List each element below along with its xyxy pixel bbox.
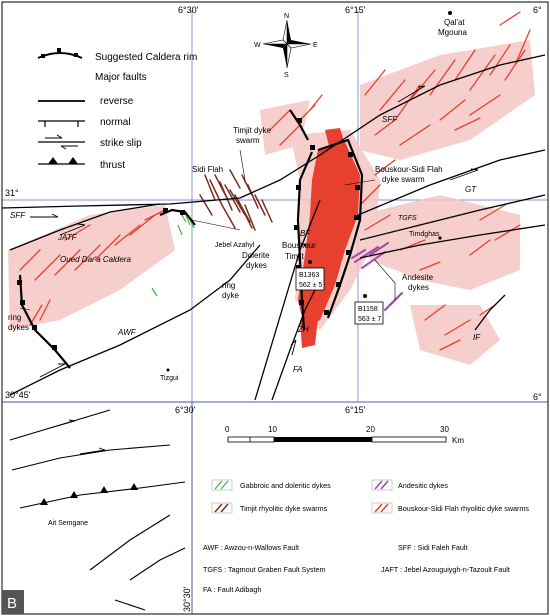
sample-point-b1158 xyxy=(363,294,367,298)
label-andesite-1: Andesite xyxy=(402,273,434,282)
dyke-legend-andesitic: Andesitic dykes xyxy=(398,481,448,490)
west-label: W xyxy=(254,42,261,49)
label-jebel-azahyl: Jebel Azahyl xyxy=(215,242,255,249)
label-sidi-flah: Sidi Flah xyxy=(192,165,224,174)
coord-mid-6: 6° xyxy=(533,392,542,402)
label-timdghas: Timdghas xyxy=(409,231,440,238)
fault-key-sff: SFF : Sidi Faleh Fault xyxy=(398,543,468,552)
label-fault-if: IF xyxy=(473,333,481,342)
north-label: N xyxy=(284,13,290,20)
label-ring-dyke-1: ring xyxy=(222,281,236,290)
scale-tick-20: 20 xyxy=(366,425,375,434)
legend-caldera-rim: Suggested Caldera rim xyxy=(95,52,198,63)
label-qalat: Qal'at xyxy=(444,18,465,27)
label-fault-jatf: JATF xyxy=(58,233,77,242)
label-bouskour-swarm-2: dyke swarm xyxy=(382,175,425,184)
label-fault-awf: AWF xyxy=(118,328,136,337)
coord-left-3045: 30°45' xyxy=(5,390,31,400)
dyke-legend-gabbro: Gabbroic and doleritic dykes xyxy=(240,481,331,490)
label-ring-dykes-1: ring xyxy=(8,313,22,322)
coord-top-615: 6°15' xyxy=(345,5,366,15)
fault-key-jaft: JAFT : Jebel Azouguiygh-n-Tazoult Fault xyxy=(381,565,510,574)
scale-unit: Km xyxy=(452,436,464,445)
coord-mid-615: 6°15' xyxy=(345,405,366,415)
label-fault-bf: BF xyxy=(300,229,311,238)
label-ring-dyke-2: dyke xyxy=(222,291,239,300)
label-oued-dara-caldera: Oued Dar'a Caldera xyxy=(60,255,131,264)
label-fault-fa: FA xyxy=(293,365,303,374)
label-tizgui: Tizgui xyxy=(160,375,179,382)
coord-bottom-3030: 30°30' xyxy=(182,586,192,612)
fault-key-fa: FA : Fault Adibagh xyxy=(203,585,262,594)
label-fault-sff-left: SFF xyxy=(10,211,26,220)
south-label: S xyxy=(284,72,289,79)
label-fault-gt: GT xyxy=(465,185,477,194)
scale-tick-30: 30 xyxy=(440,425,449,434)
label-fault-zh: ZH xyxy=(298,325,309,334)
label-mgouna: Mgouna xyxy=(438,28,467,37)
label-fault-tgfs: TGFS xyxy=(398,215,417,222)
east-label: E xyxy=(313,42,318,49)
dyke-legend-timjit: Timjit rhyolitic dyke swarms xyxy=(240,504,328,513)
label-bouskour-swarm-1: Bouskour-Sidi Flah xyxy=(375,165,443,174)
label-ring-dykes-2: dykes xyxy=(8,323,29,332)
sample-point-b1363 xyxy=(308,260,312,264)
fault-key-tgfs: TGFS : Tagmout Graben Fault System xyxy=(203,565,326,574)
scale-tick-10: 10 xyxy=(268,425,277,434)
label-fault-sff-top: SFF xyxy=(382,115,398,124)
sample-b1158-age: 563 ± 7 xyxy=(358,316,382,323)
sample-b1363-id: B1363 xyxy=(299,272,320,279)
coord-top-6: 6° xyxy=(533,5,542,15)
label-bouskour: Bouskour xyxy=(282,241,316,250)
panel-label: B xyxy=(7,595,18,612)
label-dolerite-1: Dolerite xyxy=(242,251,270,260)
legend-thrust: thrust xyxy=(100,160,126,171)
sample-b1158-id: B1158 xyxy=(358,306,378,313)
dyke-legend-bouskour: Bouskour-Sidi Flah rhyolitic dyke swarms xyxy=(398,504,530,513)
label-timjit-swarm-1: Timjit dyke xyxy=(233,126,271,135)
legend-strike-slip: strike slip xyxy=(100,138,142,149)
coord-left-31: 31° xyxy=(5,188,19,198)
legend-major-faults: Major faults xyxy=(95,72,147,83)
label-timjit-swarm-2: swarm xyxy=(236,136,260,145)
sample-b1363-age: 562 ± 5 xyxy=(299,282,323,289)
coord-mid-630: 6°30' xyxy=(175,405,196,415)
label-andesite-2: dykes xyxy=(408,283,429,292)
label-dolerite-2: dykes xyxy=(246,261,267,270)
label-timjit: Timjit xyxy=(285,252,304,261)
scale-tick-0: 0 xyxy=(225,425,230,434)
coord-top-630: 6°30' xyxy=(178,5,199,15)
label-ait-semgane: Ait Semgane xyxy=(48,520,89,527)
legend-normal: normal xyxy=(100,117,131,128)
scale-bar xyxy=(228,437,446,442)
fault-key-awf: AWF : Awzou-n-Wallows Fault xyxy=(203,543,299,552)
legend-reverse: reverse xyxy=(100,96,134,107)
